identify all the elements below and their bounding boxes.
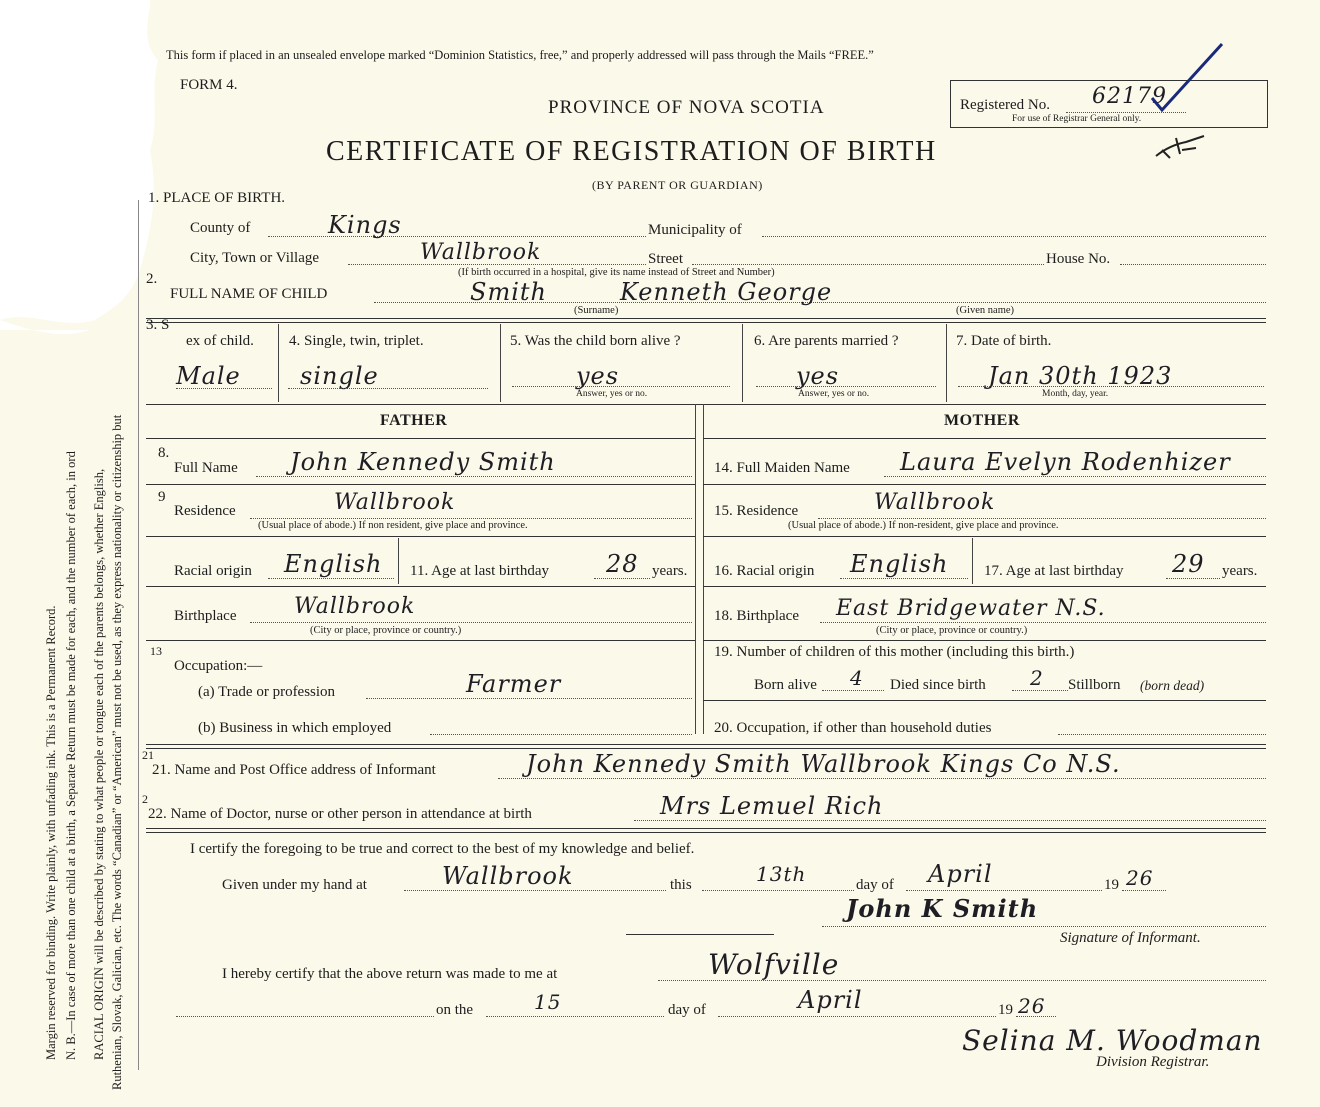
given-year: 26 [1126, 866, 1154, 890]
plural-label: 4. Single, twin, triplet. [289, 333, 424, 349]
day-of-label: day of [856, 877, 894, 893]
this-label: this [670, 877, 692, 893]
municipality-label: Municipality of [648, 222, 742, 238]
mother-children-label: 19. Number of children of this mother (including this birth.) [714, 644, 1075, 660]
father-num-9: 9 [158, 489, 166, 505]
margin-nb-note: N. B.—In case of more than one child at a birth, a Separate Return must be made for each, and the number of each, in ord [64, 451, 78, 1060]
father-racial-label: Racial origin [174, 563, 252, 579]
county-label: County of [190, 220, 251, 236]
died-label: Died since birth [890, 677, 986, 693]
registered-label: Registered No. [960, 97, 1050, 113]
father-trade-value: Farmer [466, 670, 562, 698]
dob-note: Month, day, year. [1042, 389, 1109, 399]
margin-line [138, 200, 139, 1070]
doctor-num: 2 [142, 792, 148, 806]
mother-residence-note: (Usual place of abode.) If non-resident, give place and province. [788, 520, 1059, 531]
province-heading: PROVINCE OF NOVA SCOTIA [548, 97, 825, 118]
stillborn-label: Stillborn [1068, 677, 1121, 693]
informant-label: 21. Name and Post Office address of Informant [152, 762, 436, 778]
mother-age-value: 29 [1172, 550, 1205, 578]
child-name-label: FULL NAME OF CHILD [170, 286, 328, 302]
child-given: Kenneth George [620, 278, 833, 306]
father-years-label: years. [652, 563, 688, 579]
given-day: 13th [756, 862, 807, 886]
given-month: April [928, 860, 993, 888]
given-year-prefix: 19 [1104, 877, 1119, 893]
county-value: Kings [328, 211, 402, 239]
alive-label: 5. Was the child born alive ? [510, 333, 681, 349]
informant-signature-label: Signature of Informant. [1060, 930, 1201, 946]
mother-birthplace-value: East Bridgewater N.S. [836, 596, 1106, 621]
certificate-subtitle: (BY PARENT OR GUARDIAN) [592, 178, 763, 192]
stillborn-note: (born dead) [1140, 678, 1205, 693]
street-label: Street [648, 251, 683, 267]
mother-name-value: Laura Evelyn Rodenhizer [900, 448, 1231, 476]
mother-racial-label: 16. Racial origin [714, 563, 815, 579]
city-value: Wallbrook [420, 240, 542, 265]
father-trade-label: (a) Trade or profession [198, 684, 336, 700]
mother-years-label: years. [1222, 563, 1258, 579]
father-num-13: 13 [150, 644, 162, 658]
father-age-label: 11. Age at last birthday [410, 563, 549, 579]
sex-value: Male [176, 362, 241, 390]
check-mark-icon [1140, 36, 1230, 116]
margin-racial-note: RACIAL ORIGIN will be described by stating to what people or tongue each of the parents belongs, whether English, [92, 468, 106, 1060]
registrar-signature-label: Division Registrar. [1096, 1054, 1210, 1070]
doctor-label: 22. Name of Doctor, nurse or other person in attendance at birth [148, 806, 532, 822]
informant-num: 21 [142, 748, 154, 762]
mother-age-label: 17. Age at last birthday [984, 563, 1124, 579]
registrar-year: 26 [1018, 994, 1046, 1018]
father-residence-label: Residence [174, 503, 236, 519]
house-label: House No. [1046, 251, 1111, 267]
father-racial-value: English [284, 550, 383, 578]
born-alive-label: Born alive [754, 677, 817, 693]
informant-signature: John K Smith [846, 894, 1039, 923]
born-alive-value: 4 [850, 666, 864, 690]
registrar-day-of: day of [668, 1002, 706, 1018]
registrar-place: Wolfville [708, 948, 840, 981]
hospital-note: (If birth occurred in a hospital, give its name instead of Street and Number) [458, 267, 775, 278]
given-place: Wallbrook [442, 862, 574, 890]
registrar-year-prefix: 19 [998, 1002, 1013, 1018]
alive-value: yes [576, 362, 620, 390]
registrar-day: 15 [534, 990, 562, 1014]
registered-note: For use of Registrar General only. [1012, 114, 1142, 124]
initials-mark-icon [1152, 130, 1208, 166]
mother-birthplace-label: 18. Birthplace [714, 608, 799, 624]
surname-note: (Surname) [574, 305, 619, 316]
child-num: 2. [146, 271, 158, 287]
father-occupation-label: Occupation:— [174, 658, 263, 674]
dob-value: Jan 30th 1923 [988, 362, 1173, 390]
father-heading: FATHER [380, 412, 448, 429]
father-name-label: Full Name [174, 460, 238, 476]
dob-label: 7. Date of birth. [956, 333, 1052, 349]
father-birthplace-value: Wallbrook [294, 594, 416, 619]
father-residence-value: Wallbrook [334, 490, 456, 515]
informant-value: John Kennedy Smith Wallbrook Kings Co N.S. [526, 750, 1121, 778]
sex-label: ex of child. [186, 333, 254, 349]
child-surname: Smith [470, 278, 547, 306]
on-the-label: on the [436, 1002, 474, 1018]
father-age-value: 28 [606, 550, 639, 578]
alive-note: Answer, yes or no. [576, 389, 648, 399]
margin-binding-note: Margin reserved for binding. Write plainly, with unfading ink. This is a Permanent Record. [44, 605, 58, 1060]
died-value: 2 [1030, 666, 1044, 690]
father-name-value: John Kennedy Smith [290, 448, 556, 476]
father-birthplace-note: (City or place, province or country.) [310, 625, 462, 636]
mother-racial-value: English [850, 550, 949, 578]
married-note: Answer, yes or no. [798, 389, 870, 399]
mother-occupation-label: 20. Occupation, if other than household duties [714, 720, 992, 736]
city-label: City, Town or Village [190, 250, 320, 266]
mother-residence-value: Wallbrook [874, 490, 996, 515]
father-residence-note: (Usual place of abode.) If non resident, give place and province. [258, 520, 528, 531]
margin-racial-note-2: Ruthenian, Slovak, Galician, etc. The words “Canadian” or “American” must not be used, as they express nationality or citizenship but [110, 414, 124, 1090]
mother-heading: MOTHER [944, 412, 1020, 429]
doctor-value: Mrs Lemuel Rich [660, 792, 884, 820]
registrar-signature: Selina M. Woodman [962, 1024, 1263, 1057]
mother-residence-label: 15. Residence [714, 503, 799, 519]
mother-birthplace-note: (City or place, province or country.) [876, 625, 1028, 636]
married-label: 6. Are parents married ? [754, 333, 899, 349]
plural-value: single [300, 362, 379, 390]
married-value: yes [796, 362, 840, 390]
given-note: (Given name) [956, 305, 1015, 316]
father-birthplace-label: Birthplace [174, 608, 237, 624]
father-num-8: 8. [158, 445, 170, 461]
mother-name-label: 14. Full Maiden Name [714, 460, 850, 476]
father-business-label: (b) Business in which employed [198, 720, 392, 736]
registrar-month: April [798, 986, 863, 1014]
registrar-text: I hereby certify that the above return was made to me at [222, 966, 558, 982]
form-number: FORM 4. [180, 77, 238, 93]
given-label: Given under my hand at [222, 877, 367, 893]
registered-number: 62179 [1092, 84, 1167, 109]
certificate-title: CERTIFICATE OF REGISTRATION OF BIRTH [326, 136, 937, 167]
mail-notice: This form if placed in an unsealed envelope marked “Dominion Statistics, free,” and properly addressed will pass through the Mails “FREE.” [166, 48, 874, 62]
certify-text: I certify the foregoing to be true and correct to the best of my knowledge and belief. [190, 841, 695, 857]
sex-num: 3. S [146, 317, 170, 333]
place-heading: 1. PLACE OF BIRTH. [148, 190, 286, 206]
